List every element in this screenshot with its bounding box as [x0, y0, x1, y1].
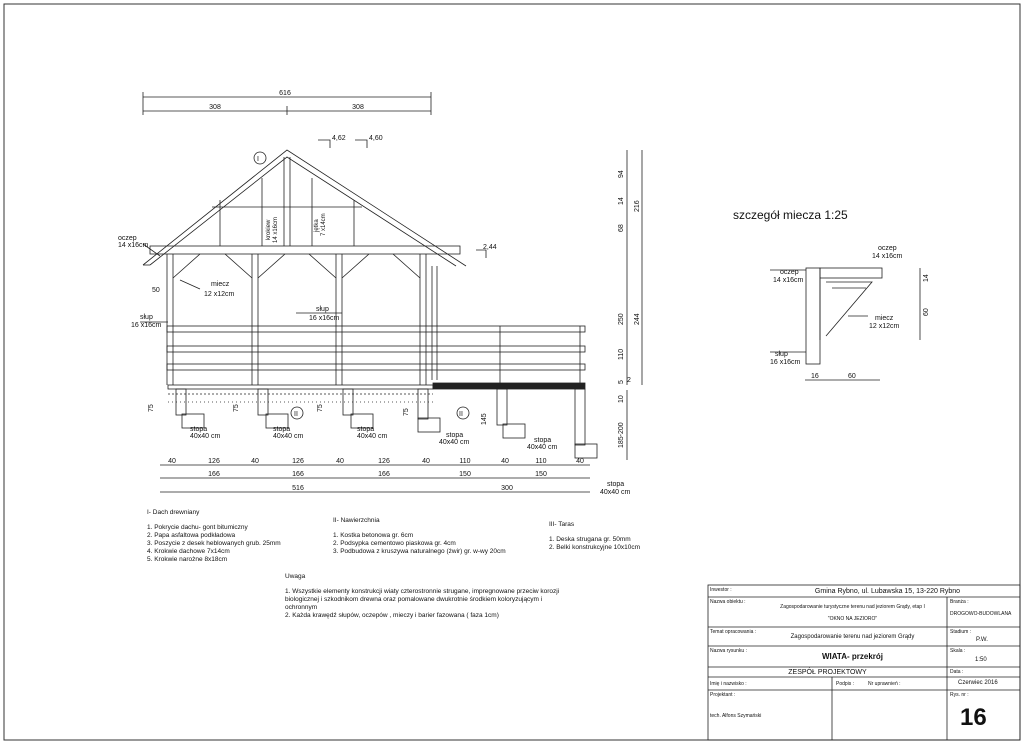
tb-nr-label: Nr uprawnień : — [868, 681, 901, 687]
label-stopa-1: stopa — [190, 426, 208, 433]
detail-title: szczegół miecza 1:25 — [733, 208, 848, 222]
label-stopa-size-2: 40x40 cm — [273, 433, 304, 440]
tb-branza: DROGOWO-BUDOWLANA — [950, 611, 1012, 617]
dim-bottom2-2: 166 — [378, 471, 390, 478]
dim-bottom1-9: 110 — [535, 458, 547, 465]
dim-bottom1-4: 40 — [336, 458, 344, 465]
dim-145: 145 — [481, 413, 488, 425]
label-stopa-3: stopa — [357, 426, 375, 433]
remark-2: 2. Każda krawędź słupów, oczepów , mieczy i barier fazowana ( faza 1cm) — [285, 612, 499, 619]
dim-bottom1-3: 126 — [292, 458, 304, 465]
dim-right-94: 94 — [618, 170, 625, 178]
label-stopa-2: stopa — [273, 426, 291, 433]
roof-note-1: 1. Pokrycie dachu- gont bitumiczny — [147, 524, 248, 531]
tb-projektant: tech. Alfons Szymański — [710, 713, 762, 719]
dim-bottom1-0: 40 — [168, 458, 176, 465]
label-stopa-size-1: 40x40 cm — [190, 433, 221, 440]
dim-bottom1-8: 40 — [501, 458, 509, 465]
tb-rys: 16 — [960, 704, 987, 731]
label-stopa-4: stopa — [446, 432, 464, 439]
tb-stadium-label: Stadium : — [950, 629, 972, 635]
remark-title: Uwaga — [285, 573, 306, 580]
terrace-notes — [549, 521, 679, 552]
label-jetka: jętka — [314, 219, 320, 232]
tb-zespol: ZESPÓŁ PROJEKTOWY — [788, 669, 867, 676]
label-stopa-5: stopa — [534, 437, 552, 444]
det-dim-14: 14 — [923, 274, 930, 282]
remark-1: 1. Wszystkie elementy konstrukcji wiaty czterostronnie strugane, impregnowane przeciw korozji biologicznej i szkodnikom drewna oraz pomalowane dwukrotnie środkiem koloryzującym i ochronnym — [285, 588, 560, 611]
dim-right-5: 5 — [618, 380, 625, 384]
label-stopa-size-5: 40x40 cm — [527, 444, 558, 451]
roof-notes — [147, 509, 317, 564]
surface-notes-title: II- Nawierzchnia — [333, 517, 380, 524]
dim-right-110: 110 — [618, 348, 625, 360]
tb-rysunek: WIATA- przekrój — [821, 652, 884, 661]
roof-note-4: 4. Krokwie dachowe 7x14cm — [147, 548, 230, 555]
dim-50: 50 — [152, 287, 160, 294]
dim-top-total: 616 — [279, 90, 291, 97]
dim-bottom2-3: 150 — [459, 471, 471, 478]
tb-skala: 1:50 — [975, 657, 987, 663]
dim-bottom2-4: 150 — [535, 471, 547, 478]
dim-bottom3-0: 516 — [292, 485, 304, 492]
tb-data-label: Data : — [950, 669, 964, 675]
dim-right-68: 68 — [618, 224, 625, 232]
tb-inwestor: Gmina Rybno, ul. Lubawska 15, 13-220 Rybno — [814, 588, 961, 595]
roman-2a: II — [294, 411, 298, 418]
tb-rys-label: Rys. nr : — [950, 692, 969, 698]
dim-right-250: 250 — [618, 313, 625, 325]
dim-bottom2-0: 166 — [208, 471, 220, 478]
dim-75d: 75 — [403, 408, 410, 416]
label-stopa-size-4: 40x40 cm — [439, 439, 470, 446]
dim-75b: 75 — [233, 404, 240, 412]
tb-branza-label: Branża : — [950, 599, 969, 605]
roman-2b: II — [459, 411, 463, 418]
label-miecz: miecz — [211, 281, 230, 288]
surface-note-1: 1. Kostka betonowa gr. 6cm — [333, 532, 414, 539]
label-stopa-6: stopa — [607, 481, 625, 488]
dim-right-185: 185-200 — [618, 422, 625, 448]
label-slup2-size: 16 x16cm — [131, 322, 162, 329]
tb-obiekt-label: Nazwa obiektu : — [710, 599, 746, 605]
tb-inwestor-label: Inwestor : — [710, 587, 732, 593]
tb-imie-label: Imię i nazwisko : — [710, 681, 747, 687]
dim-bottom1-2: 40 — [251, 458, 259, 465]
roof-note-5: 5. Krokwie narożne 8x18cm — [147, 556, 228, 563]
dim-right-216: 216 — [634, 200, 641, 212]
surface-note-2: 2. Podsypka cementowo piaskowa gr. 4cm — [333, 540, 456, 547]
label-stopa-size-3: 40x40 cm — [357, 433, 388, 440]
dim-bottom1-6: 40 — [422, 458, 430, 465]
dim-bottom1-5: 126 — [378, 458, 390, 465]
tb-projektant-label: Projektant : — [710, 692, 736, 698]
det-slup-size: 16 x16cm — [770, 359, 801, 366]
dim-right-2: 2 — [627, 377, 631, 384]
dim-right-244: 244 — [634, 313, 641, 325]
dim-bottom1-10: 40 — [576, 458, 584, 465]
det-dim-60: 60 — [848, 373, 856, 380]
det-slup: słup — [775, 351, 788, 358]
tb-podpis-label: Podpis : — [836, 681, 855, 687]
label-slup-size: 16 x16cm — [309, 315, 340, 322]
surface-note-3: 3. Podbudowa z kruszywa naturalnego (żwir) gr. w-wy 20cm — [333, 548, 506, 555]
dim-bottom3-1: 300 — [501, 485, 513, 492]
remark-notes — [285, 573, 570, 620]
tb-rysunek-label: Nazwa rysunku : — [710, 648, 747, 654]
roof-note-3: 3. Poszycie z desek heblowanych grub. 25mm — [147, 540, 281, 547]
dim-top-left: 308 — [209, 104, 221, 111]
terrace-note-1: 1. Deska strugana gr. 50mm — [549, 536, 631, 543]
dim-right-10: 10 — [618, 395, 625, 403]
tb-obiekt: Zagospodarowanie turystyczne terenu nad jeziorem Grądy, etap I — [780, 604, 925, 610]
label-slup: słup — [316, 306, 329, 313]
label-krokiew: krokiew — [266, 219, 272, 240]
dim-bottom1-1: 126 — [208, 458, 220, 465]
det-dim-60v: 60 — [923, 308, 930, 316]
det-miecz: miecz — [875, 315, 894, 322]
dim-top-right: 308 — [352, 104, 364, 111]
det-oczep2-size: 14 x16cm — [773, 277, 804, 284]
dim-slope-b: 4,60 — [369, 135, 383, 142]
roof-note-2: 2. Papa asfaltowa podkładowa — [147, 532, 236, 539]
label-oczep-size: 14 x16cm — [118, 242, 149, 249]
label-oczep: oczep — [118, 235, 137, 242]
tb-stadium: P.W. — [976, 637, 988, 643]
det-dim-16: 16 — [811, 373, 819, 380]
roof-notes-title: I- Dach drewniany — [147, 509, 200, 516]
dim-right-14: 14 — [618, 197, 625, 205]
label-krokiew-size: 14 x16cm — [273, 216, 279, 243]
terrace-notes-title: III- Taras — [549, 521, 575, 528]
roman-1: I — [257, 156, 259, 163]
dim-bottom1-7: 110 — [459, 458, 471, 465]
det-oczep2: oczep — [780, 269, 799, 276]
tb-obiekt-2: "OKNO NA JEZIORO" — [827, 616, 878, 622]
label-miecz-size: 12 x12cm — [204, 291, 235, 298]
surface-notes — [333, 517, 543, 556]
dim-75c: 75 — [317, 404, 324, 412]
tb-temat-label: Temat opracowania : — [710, 629, 757, 635]
dim-slope-a: 4,62 — [332, 135, 346, 142]
callout-circle-1 — [254, 152, 266, 164]
dim-75a: 75 — [148, 404, 155, 412]
label-jetka-size: 7 x14cm — [321, 213, 327, 236]
det-oczep: oczep — [878, 245, 897, 252]
det-miecz-size: 12 x12cm — [869, 323, 900, 330]
label-stopa-size-6: 40x40 cm — [600, 489, 631, 496]
terrace-note-2: 2. Belki konstrukcyjne 10x10cm — [549, 544, 641, 551]
sheet-border — [4, 4, 1020, 740]
tb-skala-label: Skala : — [950, 648, 966, 654]
dim-bottom2-1: 166 — [292, 471, 304, 478]
tb-temat: Zagospodarowanie terenu nad jeziorem Grądy — [790, 634, 915, 640]
label-slup2: słup — [140, 314, 153, 321]
tb-data: Czerwiec 2016 — [958, 680, 998, 686]
dim-slope-c: 2,44 — [483, 244, 497, 251]
det-oczep-size: 14 x16cm — [872, 253, 903, 260]
